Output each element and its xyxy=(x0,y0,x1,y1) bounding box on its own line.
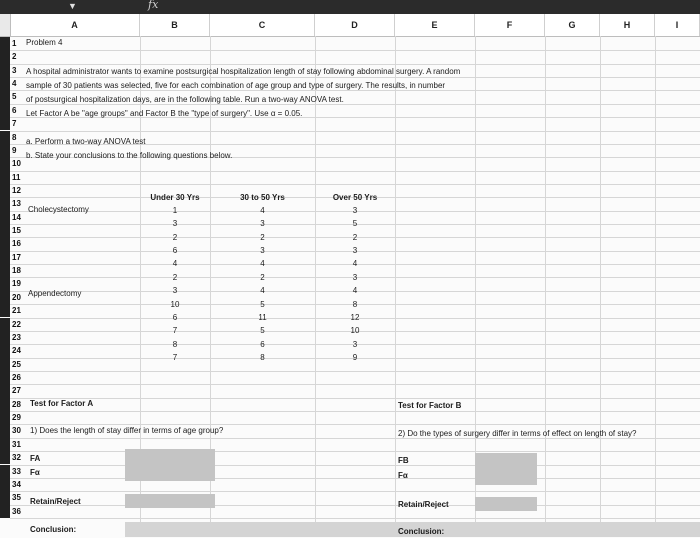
row-grid-line xyxy=(10,131,700,132)
row-number: 21 xyxy=(12,306,21,316)
row-header[interactable] xyxy=(0,304,21,317)
row-number: 22 xyxy=(12,319,21,329)
problem-title: Problem 4 xyxy=(26,38,63,47)
table-cell[interactable]: 11 xyxy=(258,312,267,322)
table-cell[interactable]: 10 xyxy=(350,326,360,336)
row-number: 15 xyxy=(12,226,21,236)
table-cell[interactable]: 5 xyxy=(260,299,265,309)
table-cell[interactable]: 4 xyxy=(352,286,358,296)
table-cell[interactable]: 2 xyxy=(352,232,358,242)
row-grid-line xyxy=(10,184,700,185)
row-number: 25 xyxy=(12,359,21,369)
table-cell[interactable]: 6 xyxy=(172,312,178,322)
row-header[interactable] xyxy=(0,424,21,437)
row-grid-line xyxy=(10,491,700,492)
header-over-50: Over 50 Yrs xyxy=(332,193,378,202)
problem-line-4: sample of 30 patients was selected, five for each combination of age group and type of surgery. The results, in number xyxy=(26,81,446,90)
row-number: 2 xyxy=(12,52,17,62)
row-header[interactable] xyxy=(0,157,21,170)
row-number: 10 xyxy=(12,159,21,169)
row-number: 7 xyxy=(12,119,17,129)
retain-reject-b-cell[interactable] xyxy=(475,497,537,511)
fx-icon[interactable]: fx xyxy=(148,0,159,11)
table-cell[interactable]: 4 xyxy=(260,259,265,269)
table-cell[interactable]: 3 xyxy=(352,246,358,256)
table-cell[interactable]: 5 xyxy=(260,326,265,336)
row-grid-line xyxy=(10,465,700,466)
column-header-g[interactable]: G xyxy=(545,14,600,36)
row-header[interactable] xyxy=(0,211,21,224)
row-header[interactable] xyxy=(0,104,17,117)
row-number: 4 xyxy=(12,79,17,89)
table-cell[interactable]: 7 xyxy=(172,326,178,336)
row-number: 9 xyxy=(12,145,17,155)
column-header-i[interactable]: I xyxy=(655,14,700,36)
table-cell[interactable]: 4 xyxy=(260,286,265,296)
row-header[interactable] xyxy=(0,505,21,518)
row-number: 23 xyxy=(12,332,21,342)
row-header[interactable] xyxy=(0,131,17,144)
row-grid-line xyxy=(10,411,700,412)
fa-label: FA xyxy=(30,454,41,463)
row-number: 26 xyxy=(12,373,21,382)
table-cell[interactable]: 3 xyxy=(172,219,178,229)
row-number: 33 xyxy=(12,466,21,476)
factor-a-question: 1) Does the length of stay differ in terms of age group? xyxy=(30,426,224,435)
row-grid-line xyxy=(10,384,700,385)
factor-b-question: 2) Do the types of surgery differ in terms of effect on length of stay? xyxy=(398,429,637,438)
retain-reject-a-label: Retain/Reject xyxy=(30,497,81,506)
row-number: 13 xyxy=(12,199,21,209)
row-number: 28 xyxy=(12,399,21,409)
row-number: 32 xyxy=(12,453,21,463)
row-header[interactable] xyxy=(0,384,21,397)
retain-reject-a-cell[interactable] xyxy=(125,494,215,508)
row-header[interactable] xyxy=(0,478,21,491)
row-header[interactable] xyxy=(0,438,21,451)
row-grid-line xyxy=(10,371,700,372)
table-cell[interactable]: 2 xyxy=(172,232,178,242)
row-header[interactable] xyxy=(0,171,21,184)
row-header[interactable] xyxy=(0,224,21,237)
row-number: 35 xyxy=(12,493,21,503)
row-number: 24 xyxy=(12,346,21,356)
column-header-bar xyxy=(0,14,700,37)
row-number: 14 xyxy=(12,212,21,222)
table-cell[interactable]: 4 xyxy=(352,259,358,269)
row-number: 18 xyxy=(12,266,21,276)
row-header[interactable] xyxy=(0,64,17,77)
problem-line-9: b. State your conclusions to the following questions below. xyxy=(26,151,233,160)
row-grid-line xyxy=(10,478,700,479)
row-header[interactable] xyxy=(0,451,21,464)
row-header[interactable] xyxy=(0,117,17,130)
row-number: 1 xyxy=(12,39,17,48)
row-header[interactable] xyxy=(0,358,21,371)
fb-critical-label: Fα xyxy=(398,471,408,480)
conclusion-b-label: Conclusion: xyxy=(398,527,445,536)
row-header[interactable] xyxy=(0,411,21,424)
factor-a-heading: Test for Factor A xyxy=(30,399,94,408)
fa-answer-cell[interactable] xyxy=(125,449,215,481)
group-label-appendectomy: Appendectomy xyxy=(28,289,82,298)
table-cell[interactable]: 4 xyxy=(172,259,178,269)
table-cell[interactable]: 3 xyxy=(260,219,265,229)
fb-answer-cell[interactable] xyxy=(475,453,537,485)
column-header-h[interactable]: H xyxy=(600,14,655,36)
column-header-d[interactable]: D xyxy=(315,14,395,36)
row-header[interactable] xyxy=(0,491,21,504)
table-cell[interactable]: 12 xyxy=(350,312,360,322)
group-label-cholecystectomy: Cholecystectomy xyxy=(28,205,89,214)
row-number: 16 xyxy=(12,239,21,249)
row-header[interactable] xyxy=(0,277,21,290)
row-number: 36 xyxy=(12,506,21,516)
row-header[interactable] xyxy=(0,237,21,250)
row-number: 6 xyxy=(12,105,17,115)
row-number: 12 xyxy=(12,185,21,195)
table-cell[interactable]: 4 xyxy=(260,206,265,215)
row-number: 34 xyxy=(12,479,21,489)
column-header-e[interactable]: E xyxy=(395,14,475,36)
row-number: 11 xyxy=(12,172,21,182)
table-cell[interactable]: 8 xyxy=(260,352,265,362)
conclusion-a-label: Conclusion: xyxy=(30,525,77,534)
row-header[interactable] xyxy=(0,344,21,357)
row-header[interactable] xyxy=(0,90,17,103)
row-number: 27 xyxy=(12,386,21,396)
table-cell[interactable]: 2 xyxy=(260,272,265,282)
table-cell[interactable]: 9 xyxy=(352,352,358,362)
row-number: 5 xyxy=(12,92,17,102)
row-header[interactable] xyxy=(0,465,21,478)
row-header[interactable] xyxy=(0,371,21,384)
problem-line-5: of postsurgical hospitalization days, are in the following table. Run a two-way ANOVA test. xyxy=(26,95,344,104)
header-30-to-50: 30 to 50 Yrs xyxy=(240,193,285,202)
column-header-c[interactable]: C xyxy=(210,14,315,36)
row-number: 31 xyxy=(12,439,21,449)
table-cell[interactable]: 1 xyxy=(172,206,178,215)
row-grid-line xyxy=(10,398,700,399)
problem-line-3: A hospital administrator wants to examine postsurgical hospitalization length of stay following abdominal surgery. A random xyxy=(26,67,461,76)
row-number: 3 xyxy=(12,65,17,75)
table-cell[interactable]: 2 xyxy=(172,272,178,282)
row-grid-line xyxy=(10,171,700,172)
row-header[interactable] xyxy=(0,184,21,197)
row-header[interactable] xyxy=(0,251,21,264)
problem-line-8: a. Perform a two-way ANOVA test xyxy=(26,137,146,146)
problem-line-6: Let Factor A be "age groups" and Factor B the "type of surgery". Use α = 0.05. xyxy=(26,109,303,118)
header-under-30: Under 30 Yrs xyxy=(150,193,200,202)
row-grid-line xyxy=(10,505,700,506)
fa-critical-label: Fα xyxy=(30,468,40,477)
row-number: 30 xyxy=(12,426,21,436)
row-header[interactable] xyxy=(0,291,21,304)
row-number: 17 xyxy=(12,252,21,262)
formula-bar xyxy=(0,0,700,14)
row-number: 8 xyxy=(12,132,17,142)
table-cell[interactable]: 6 xyxy=(260,339,265,349)
row-header[interactable] xyxy=(0,50,17,63)
row-grid-line xyxy=(10,451,700,452)
column-header-a[interactable]: A xyxy=(10,14,140,36)
table-cell[interactable]: 3 xyxy=(352,206,358,215)
factor-b-heading: Test for Factor B xyxy=(398,401,462,410)
table-cell[interactable]: 10 xyxy=(170,299,180,309)
table-cell[interactable]: 3 xyxy=(260,246,265,256)
retain-reject-b-label: Retain/Reject xyxy=(398,500,449,509)
row-grid-line xyxy=(10,64,700,65)
row-header[interactable] xyxy=(0,264,21,277)
table-cell[interactable]: 8 xyxy=(172,339,178,349)
row-grid-line xyxy=(10,50,700,51)
row-header[interactable] xyxy=(0,77,17,90)
row-grid-line xyxy=(10,518,700,519)
column-header-f[interactable]: F xyxy=(475,14,545,36)
column-header-b[interactable]: B xyxy=(140,14,210,36)
table-cell[interactable]: 3 xyxy=(172,286,178,296)
row-number: 29 xyxy=(12,413,21,423)
conclusion-b-cell[interactable] xyxy=(520,522,700,537)
row-header[interactable] xyxy=(0,144,17,157)
row-number: 19 xyxy=(12,279,21,289)
row-header[interactable] xyxy=(0,331,21,344)
row-header[interactable] xyxy=(0,318,21,331)
table-cell[interactable]: 5 xyxy=(352,219,358,229)
row-header[interactable] xyxy=(0,398,21,411)
table-cell[interactable]: 7 xyxy=(172,352,178,362)
table-cell[interactable]: 3 xyxy=(352,339,358,349)
row-header[interactable] xyxy=(0,37,17,50)
table-cell[interactable]: 8 xyxy=(352,299,358,309)
row-header[interactable] xyxy=(0,197,21,210)
table-cell[interactable]: 6 xyxy=(172,246,178,256)
table-cell[interactable]: 2 xyxy=(260,232,265,242)
row-number: 20 xyxy=(12,292,21,302)
conclusion-a-cell[interactable] xyxy=(125,522,520,537)
name-box-dropdown-icon[interactable]: ▼ xyxy=(68,1,77,11)
fb-label: FB xyxy=(398,456,409,465)
table-cell[interactable]: 3 xyxy=(352,272,358,282)
